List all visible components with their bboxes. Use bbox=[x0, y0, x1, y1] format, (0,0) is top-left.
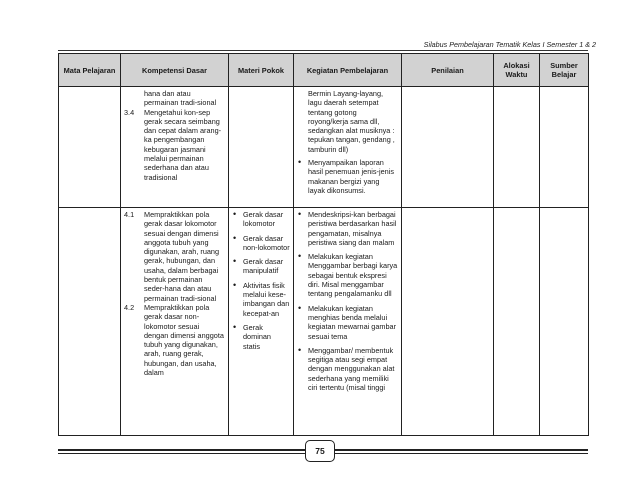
cell-alokasi bbox=[494, 208, 540, 436]
table-header-row bbox=[59, 54, 589, 87]
materi-item: • Gerak dasar non-lokomotor bbox=[232, 234, 290, 253]
kegiatan-item: • Melakukan kegiatan menghias benda melalui kegiatan mewarnai gambar sesuai tema bbox=[297, 304, 398, 341]
col-penilaian: Penilaian bbox=[402, 54, 494, 87]
kd-number: 4.2 bbox=[124, 302, 135, 312]
cell-mata-pelajaran bbox=[59, 208, 121, 436]
materi-item: • Gerak dasar lokomotor bbox=[232, 210, 290, 229]
cell-kompetensi-dasar bbox=[121, 87, 229, 208]
materi-item: • Gerak dasar manipulatif bbox=[232, 257, 290, 276]
col-kegiatan-pembelajaran: Kegiatan Pembelajaran bbox=[294, 54, 402, 87]
cell-penilaian bbox=[402, 208, 494, 436]
table-row bbox=[59, 208, 589, 436]
cell-materi-pokok bbox=[229, 208, 294, 436]
kd-item bbox=[124, 210, 225, 303]
page-footer bbox=[0, 437, 638, 465]
cell-kegiatan bbox=[294, 87, 402, 208]
kd-item bbox=[124, 303, 225, 377]
materi-item: • Gerak dominan statis bbox=[232, 323, 290, 351]
cell-sumber bbox=[540, 208, 589, 436]
kegiatan-item: • Menyampaikan laporan hasil penemuan jenis-jenis makanan bergizi yang layak dikonsumsi. bbox=[297, 158, 398, 195]
kegiatan-item: • Mendeskripsi-kan berbagai peristiwa berdasarkan hasil pengamatan, misalnya peristiwa siang dan malam bbox=[297, 210, 398, 247]
col-sumber-belajar: Sumber Belajar bbox=[540, 54, 589, 87]
col-alokasi-waktu: Alokasi Waktu bbox=[494, 54, 540, 87]
kegiatan-list bbox=[297, 158, 398, 195]
col-materi-pokok: Materi Pokok bbox=[229, 54, 294, 87]
col-mata-pelajaran: Mata Pelajaran bbox=[59, 54, 121, 87]
cell-penilaian bbox=[402, 87, 494, 208]
kd-text: Mengetahui kon-sep gerak secara seimbang dan cepat dalam arang-ka pengembangan kebugaran jasmani melalui permainan sederhana dan atau tradisional bbox=[144, 107, 222, 182]
kd-continuation: hana dan atau permainan tradi-sional bbox=[144, 89, 217, 108]
kegiatan-item: • Melakukan kegiatan Menggambar berbagi karya sebagai bentuk ekspresi diri. Misal menggambar tentang pengalamanku dll bbox=[297, 252, 398, 298]
cell-alokasi bbox=[494, 87, 540, 208]
syllabus-table bbox=[58, 53, 589, 436]
col-kompetensi-dasar: Kompetensi Dasar bbox=[121, 54, 229, 87]
materi-item: • Aktivitas fisik melalui kese-imbangan dan kecepat-an bbox=[232, 281, 290, 318]
kegiatan-item: • Menggambar/ membentuk segitiga atau segi empat dengan menggunakan alat sederhana yang memiliki ciri tertentu (misal tinggi bbox=[297, 346, 398, 392]
cell-sumber bbox=[540, 87, 589, 208]
page-number: 75 bbox=[305, 440, 335, 462]
table-row bbox=[59, 87, 589, 208]
materi-list bbox=[232, 210, 290, 351]
kd-item bbox=[124, 108, 225, 182]
cell-materi-pokok bbox=[229, 87, 294, 208]
kd-number: 3.4 bbox=[124, 107, 135, 117]
cell-mata-pelajaran bbox=[59, 87, 121, 208]
kd-number: 4.1 bbox=[124, 210, 135, 219]
header-rule bbox=[58, 50, 588, 51]
running-header: Silabus Pembelajaran Tematik Kelas I Semester 1 & 2 bbox=[423, 40, 596, 49]
cell-kegiatan bbox=[294, 208, 402, 436]
kegiatan-list bbox=[297, 210, 398, 392]
cell-kompetensi-dasar bbox=[121, 208, 229, 436]
kd-text: Mempraktikkan pola gerak dasar lokomotor sesuai dengan dimensi anggota tubuh yang digunakan, arah, ruang gerak, hubungan, dan usaha, dalam berbagai bentuk permainan seder-hana dan atau permainan tradi-sional bbox=[144, 210, 220, 303]
kd-text: Mempraktikkan pola gerak dasar non-lokomotor sesuai dengan dimensi anggota tubuh yang digunakan, arah, ruang gerak, hubungan, dan usaha, dalam bbox=[144, 302, 224, 378]
kegiatan-continuation: Bermin Layang-layang, lagu daerah setempat tentang gotong royong/kerja sama dll, sedangkan alat musiknya : tepukan tangan, gendang , tamburin dll) bbox=[308, 89, 395, 154]
